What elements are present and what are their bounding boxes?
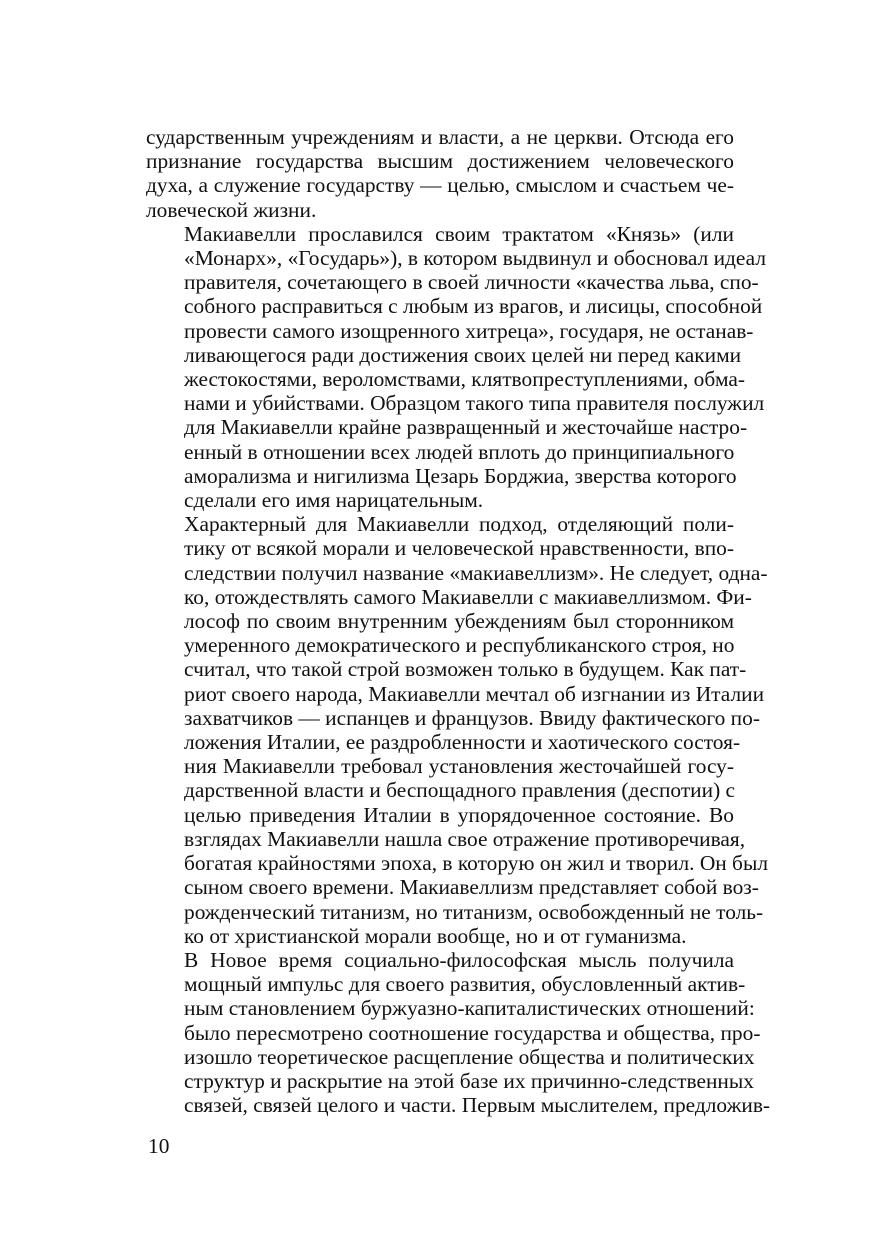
text-line: для Макиавелли крайне развращенный и жесточайше настро-	[184, 415, 748, 440]
text-line: дарственной власти и беспощадного правления (деспотии) с	[184, 778, 736, 803]
text-line: сделали его имя нарицательным.	[184, 488, 484, 513]
text-line: связей, связей целого и части. Первым мыслителем, предложив-	[184, 1093, 771, 1118]
text-line: умеренного демократического и республиканского строя, но	[184, 633, 735, 658]
text-line: рожденческий титанизм, но титанизм, освобожденный не толь-	[184, 899, 764, 924]
text-line: ния Макиавелли требовал установления жесточайшей госу-	[184, 754, 734, 779]
body-text	[146, 125, 771, 1118]
text-line: нами и убийствами. Образцом такого типа правителя послужил	[184, 391, 765, 416]
text-line: следствии получил название «макиавеллизм». Не следует, одна-	[184, 560, 768, 585]
text-line: духа, а служение государству — целью, смыслом и счастьем че-	[146, 173, 734, 198]
paragraph-machiavelli-prince	[146, 221, 767, 513]
page-number: 10	[148, 1134, 170, 1158]
text-line: захватчиков — испанцев и французов. Ввиду фактического по-	[184, 705, 760, 730]
text-line: ливающегося ради достижения своих целей ни перед какими	[184, 342, 742, 367]
text-line: провести самого изощренного хитреца», государя, не останав-	[184, 318, 754, 343]
text-line: «Монарх», «Государь»), в котором выдвинул и обосновал идеал	[184, 246, 767, 271]
text-line: мощный импульс для своего развития, обусловленный актив-	[184, 972, 746, 997]
paragraph-machiavellianism	[146, 512, 768, 948]
text-line: структур и раскрытие на этой базе их причинно-следственных	[184, 1068, 754, 1093]
text-line: взглядах Макиавелли нашла свое отражение противоречивая,	[184, 826, 746, 851]
text-line: ко от христианской морали вообще, но и от гуманизма.	[184, 923, 687, 948]
text-line: собного расправиться с любым из врагов, и лисицы, способной	[184, 294, 763, 319]
text-line: сыном своего времени. Макиавеллизм представляет собой воз-	[184, 875, 759, 900]
text-line: лософ по своим внутренним убеждениям был сторонником	[184, 609, 734, 634]
text-line: жестокостями, вероломствами, клятвопреступлениями, обма-	[184, 367, 746, 392]
text-line: ложения Италии, ее раздробленности и хаотического состоя-	[184, 730, 741, 755]
text-line: богатая крайностями эпоха, в которую он жил и творил. Он был	[184, 851, 768, 876]
text-line: ловеческой жизни.	[146, 197, 317, 222]
paragraph-new-time	[146, 947, 771, 1118]
text-line: ко, отождествлять самого Макиавелли с макиавеллизмом. Фи-	[184, 584, 752, 609]
text-line: правителя, сочетающего в своей личности «качества льва, спо-	[184, 270, 759, 295]
text-line: изошло теоретическое расщепление общества и политических	[184, 1044, 755, 1069]
text-line: признание государства высшим достижением человеческого	[146, 149, 734, 174]
text-line: Характерный для Макиавелли подход, отделяющий поли-	[184, 512, 734, 537]
text-line: енный в отношении всех людей вплоть до принципиального	[184, 439, 735, 464]
text-line: аморализма и нигилизма Цезарь Борджиа, зверства которого	[184, 463, 737, 488]
text-line: сударственным учреждениям и власти, а не церкви. Отсюда его	[146, 125, 734, 149]
text-line: было пересмотрено соотношение государства и общества, про-	[184, 1020, 761, 1045]
text-line: тику от всякой морали и человеческой нравственности, впо-	[184, 536, 734, 561]
text-line: целью приведения Италии в упорядоченное состояние. Во	[184, 802, 734, 827]
text-line: ным становлением буржуазно-капиталистических отношений:	[184, 996, 755, 1021]
text-line: В Новое время социально-философская мысль получила	[184, 947, 734, 972]
text-line: считал, что такой строй возможен только в будущем. Как пат-	[184, 657, 747, 682]
text-line: риот своего народа, Макиавелли мечтал об изгнании из Италии	[184, 681, 765, 706]
text-line: Макиавелли прославился своим трактатом «Князь» (или	[184, 221, 734, 246]
paragraph-continuation	[146, 125, 734, 222]
